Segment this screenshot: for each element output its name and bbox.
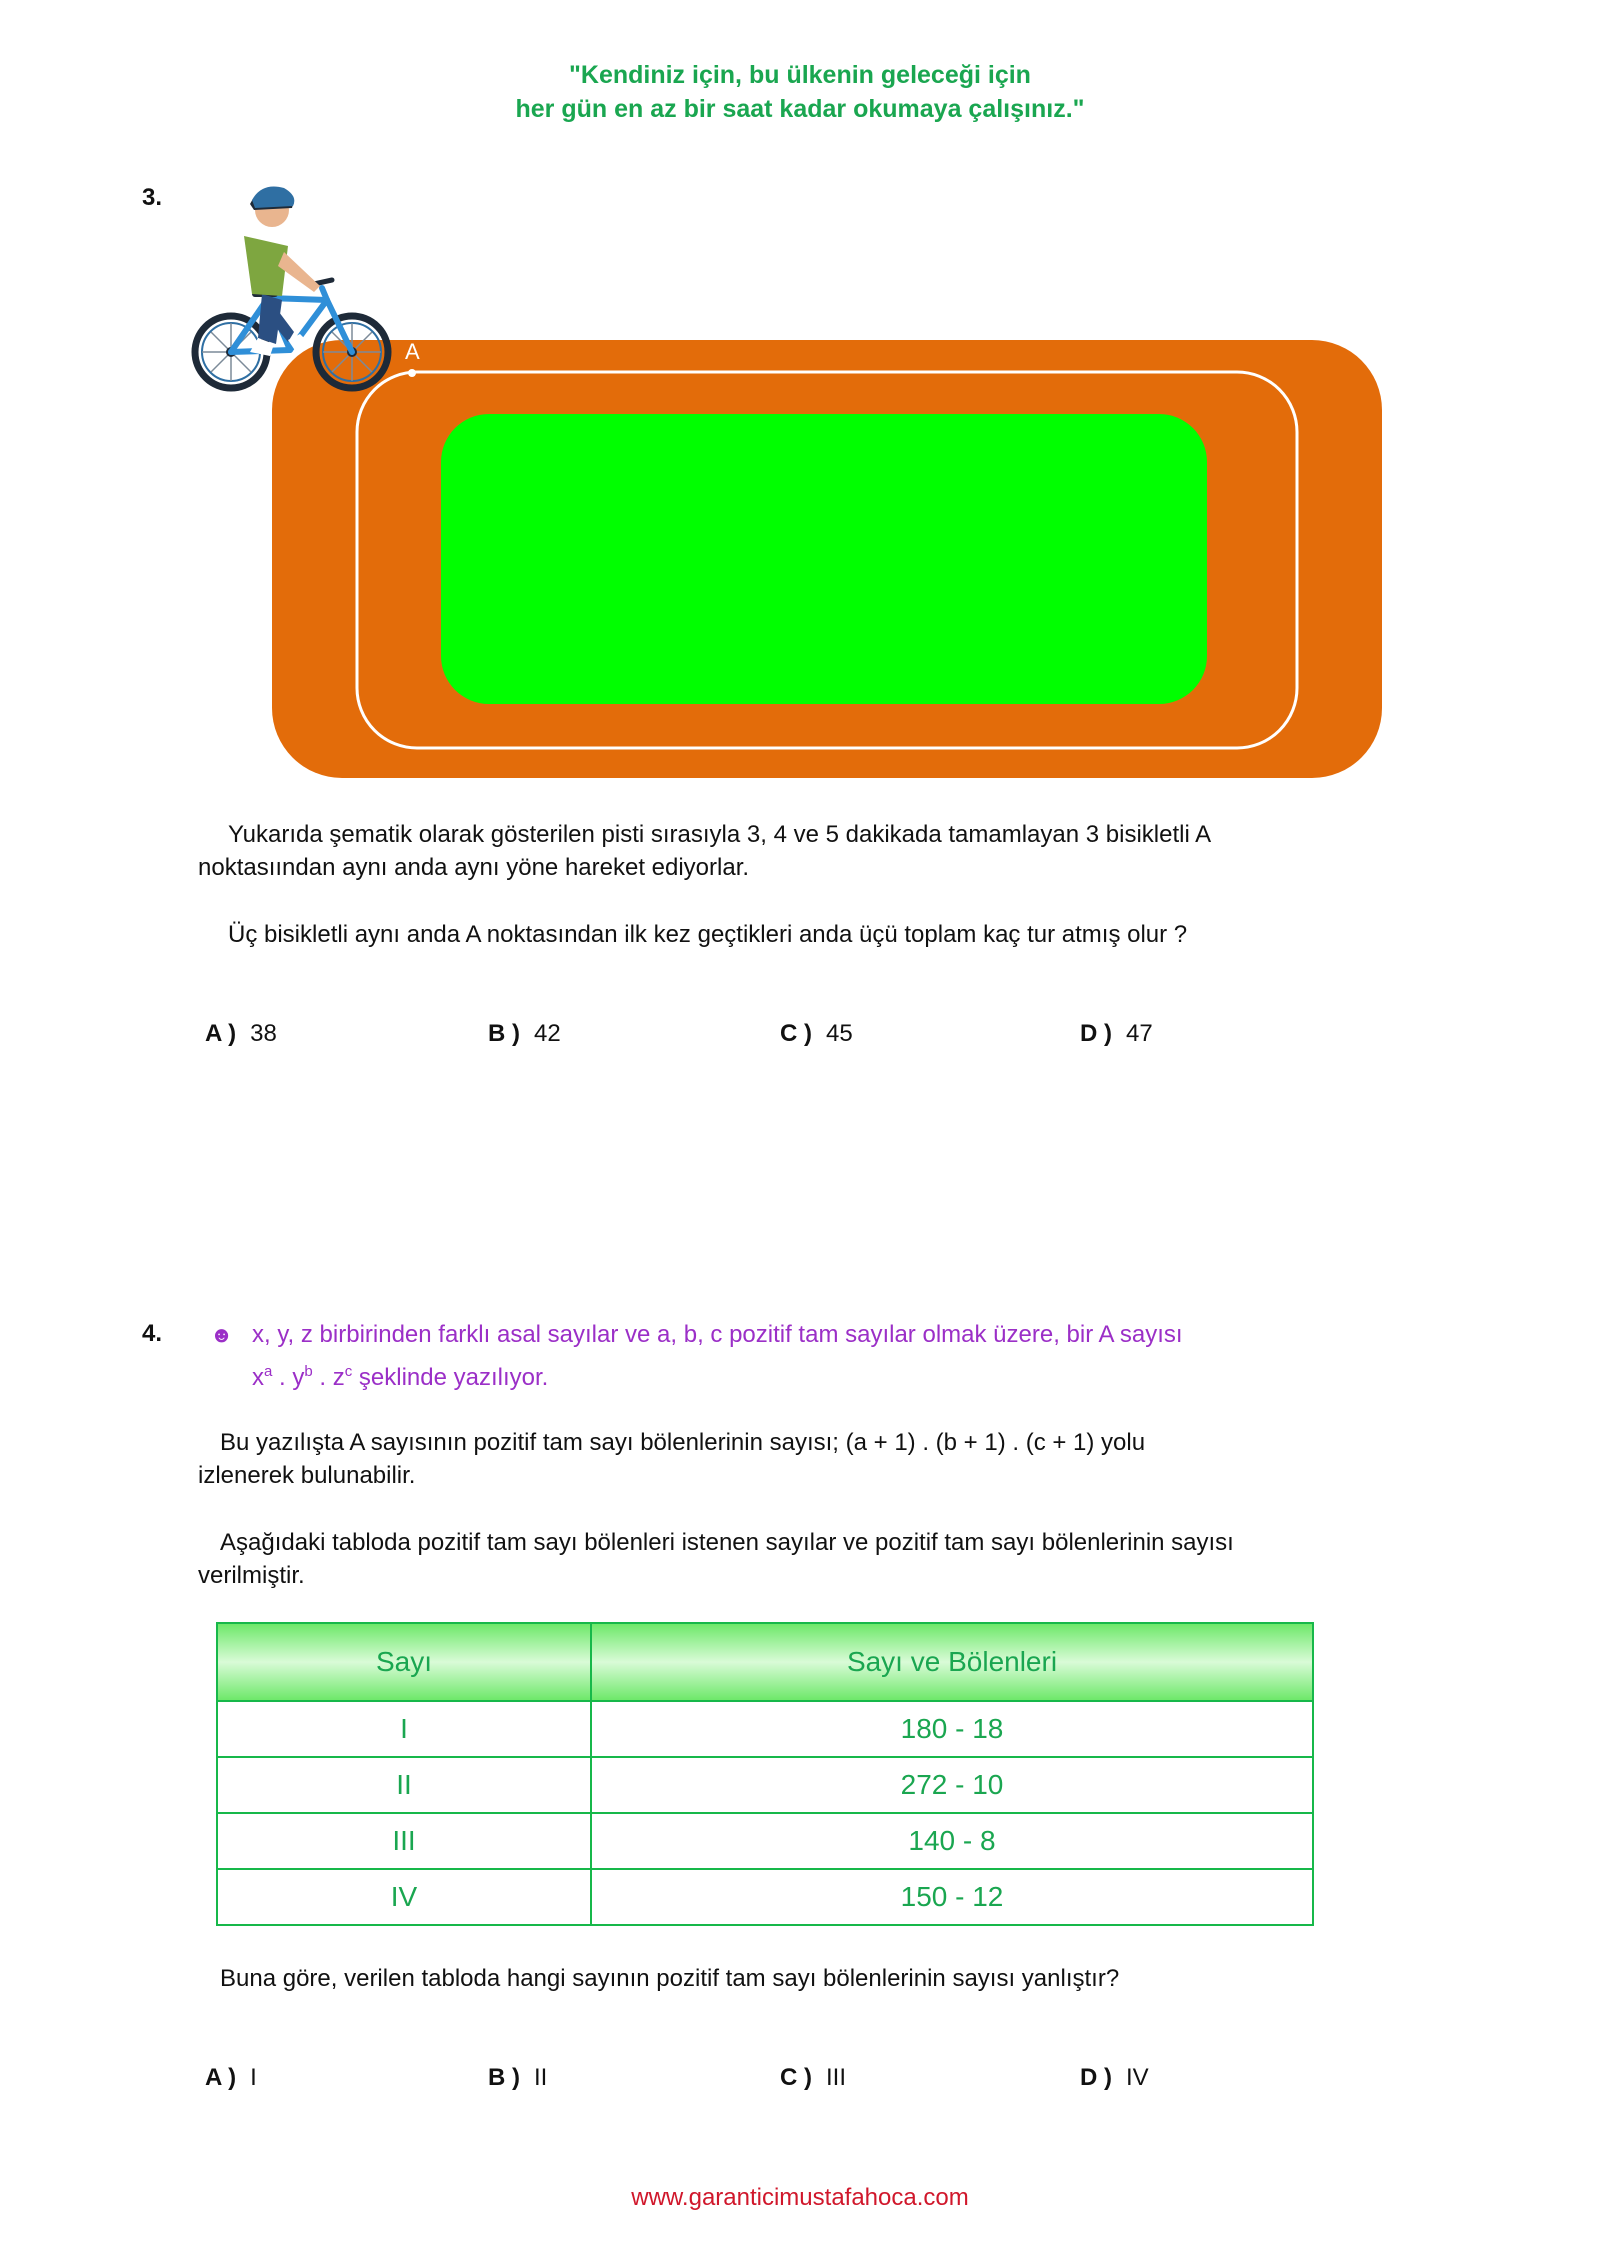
option-value: 47 xyxy=(1126,1020,1153,1047)
infield xyxy=(441,414,1207,704)
q3-option-c[interactable] xyxy=(780,1020,853,1048)
track-diagram xyxy=(0,0,1600,800)
row-number: I xyxy=(217,1701,591,1757)
option-letter: D ) xyxy=(1080,2064,1112,2091)
q4-option-b[interactable] xyxy=(488,2064,547,2092)
info-z: . z xyxy=(312,1364,345,1391)
table-row xyxy=(217,1869,1313,1925)
option-letter: A ) xyxy=(205,2064,237,2091)
row-number: IV xyxy=(217,1869,591,1925)
q4-option-a[interactable] xyxy=(205,2064,257,2092)
q4-question: Buna göre, verilen tabloda hangi sayının pozitif tam sayı bölenlerinin sayısı yanlıştır? xyxy=(220,1965,1120,1992)
q4-paragraph-1-line-2: izlenerek bulunabilir. xyxy=(198,1462,416,1489)
option-letter: B ) xyxy=(488,1020,520,1047)
info-tail: şeklinde yazılıyor. xyxy=(352,1364,549,1391)
point-a-marker xyxy=(408,369,416,377)
exponent-b: b xyxy=(304,1363,313,1380)
q3-paragraph-1-line-1: Yukarıda şematik olarak gösterilen pisti sırasıyla 3, 4 ve 5 dakikada tamamlayan 3 bisikletli A xyxy=(228,821,1212,848)
row-divisors: 150 - 12 xyxy=(591,1869,1313,1925)
option-value: 45 xyxy=(826,1020,853,1047)
option-value: IV xyxy=(1126,2064,1149,2091)
q3-paragraph-2: Üç bisikletli aynı anda A noktasından ilk kez geçtikleri anda üçü toplam kaç tur atmış olur ? xyxy=(228,921,1188,948)
q3-option-a[interactable] xyxy=(205,1020,277,1048)
question-3-number: 3. xyxy=(142,184,163,211)
exponent-c: c xyxy=(344,1363,353,1380)
exponent-a: a xyxy=(264,1363,273,1380)
point-a-label: A xyxy=(405,339,420,364)
row-divisors: 272 - 10 xyxy=(591,1757,1313,1813)
q4-info-line-2 xyxy=(252,1355,548,1394)
option-letter: C ) xyxy=(780,1020,812,1047)
rider xyxy=(244,187,320,357)
divisors-table xyxy=(216,1622,1314,1926)
q4-paragraph-1-line-1: Bu yazılışta A sayısının pozitif tam sayı bölenlerinin sayısı; (a + 1) . (b + 1) . (c + 1) yolu xyxy=(220,1429,1146,1456)
q4-info-line-1: x, y, z birbirinden farklı asal sayılar ve a, b, c pozitif tam sayılar olmak üzere, bir A sayısı xyxy=(252,1321,1183,1348)
q3-option-b[interactable] xyxy=(488,1020,561,1048)
row-number: III xyxy=(217,1813,591,1869)
option-value: 42 xyxy=(534,1020,561,1047)
row-number: II xyxy=(217,1757,591,1813)
table-header-row xyxy=(217,1623,1313,1701)
q4-paragraph-2-line-2: verilmiştir. xyxy=(198,1562,305,1589)
option-value: II xyxy=(534,2064,548,2091)
option-value: I xyxy=(250,2064,257,2091)
option-letter: B ) xyxy=(488,2064,520,2091)
row-divisors: 180 - 18 xyxy=(591,1701,1313,1757)
header-divisors: Sayı ve Bölenleri xyxy=(591,1623,1313,1701)
quote-line-1: "Kendiniz için, bu ülkenin geleceği için xyxy=(569,61,1031,89)
q4-paragraph-2-line-1: Aşağıdaki tabloda pozitif tam sayı bölenleri istenen sayılar ve pozitif tam sayı bölenlerinin sayısı xyxy=(220,1529,1234,1556)
q4-option-c[interactable] xyxy=(780,2064,846,2092)
option-letter: A ) xyxy=(205,1020,237,1047)
q3-option-d[interactable] xyxy=(1080,1020,1153,1048)
row-divisors: 140 - 8 xyxy=(591,1813,1313,1869)
smiley-bullet-icon: ☻ xyxy=(210,1322,234,1347)
option-value: 38 xyxy=(250,1020,277,1047)
info-x: x xyxy=(252,1364,264,1391)
option-value: III xyxy=(826,2064,847,2091)
footer-url[interactable]: www.garanticimustafahoca.com xyxy=(631,2184,969,2211)
option-letter: C ) xyxy=(780,2064,812,2091)
q4-option-d[interactable] xyxy=(1080,2064,1149,2092)
info-y: . y xyxy=(272,1364,305,1391)
header-number: Sayı xyxy=(217,1623,591,1701)
table-row xyxy=(217,1813,1313,1869)
table-row xyxy=(217,1701,1313,1757)
q3-paragraph-1-line-2: noktasıından aynı anda aynı yöne hareket ediyorlar. xyxy=(198,854,750,881)
quote-line-2: her gün en az bir saat kadar okumaya çalışınız." xyxy=(515,95,1085,123)
option-letter: D ) xyxy=(1080,1020,1112,1047)
table-row xyxy=(217,1757,1313,1813)
question-4-number: 4. xyxy=(142,1320,163,1347)
